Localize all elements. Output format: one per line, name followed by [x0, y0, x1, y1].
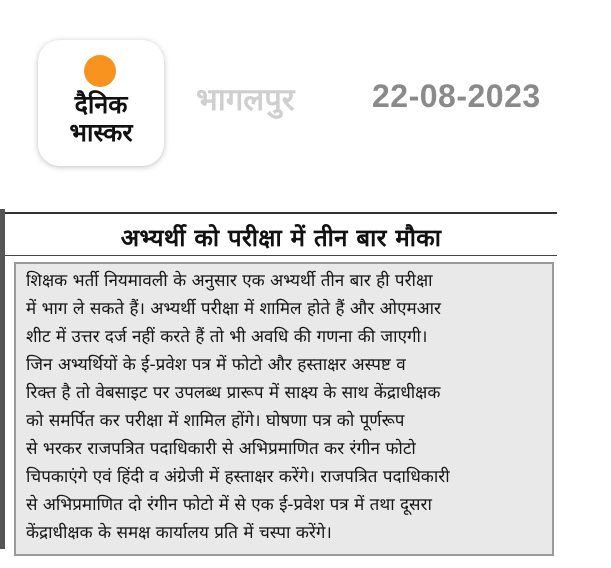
- sun-icon: [84, 55, 116, 87]
- article-line: जिन अभ्यर्थियों के ई-प्रवेश पत्र में फोटो और हस्ताक्षर अस्पष्ट व: [26, 355, 406, 375]
- article-line: में भाग ले सकते हैं। अभ्यर्थी परीक्षा में शामिल होते हैं और ओएमआर: [26, 299, 441, 319]
- article-line: को समर्पित कर परीक्षा में शामिल होंगे। घोषणा पत्र को पूर्णरूप: [26, 411, 405, 431]
- article-line: से भरकर राजपत्रित पदाधिकारी से अभिप्रमाणित कर रंगीन फोटो: [26, 439, 416, 459]
- left-border-rule: [0, 209, 5, 549]
- logo-line-2: भास्कर: [69, 118, 133, 147]
- article-body-box: [14, 262, 554, 556]
- article-line: केंद्राधीक्षक के समक्ष कार्यालय प्रति में चस्पा करेंगे।: [26, 523, 332, 543]
- edition-date: 22-08-2023: [372, 78, 541, 114]
- article-line: रिक्त है तो वेबसाइट पर उपलब्ध प्रारूप में साक्ष्य के साथ केंद्राधीक्षक: [26, 383, 441, 403]
- article-line: से अभिप्रमाणित दो रंगीन फोटो में से एक ई-प्रवेश पत्र में तथा दूसरा: [26, 495, 432, 515]
- edition-city: भागलपुर: [196, 82, 295, 118]
- headline-divider: [5, 255, 557, 256]
- article-line: शीट में उत्तर दर्ज नहीं करते हैं तो भी अवधि की गणना की जाएगी।: [26, 327, 428, 347]
- article-line: शिक्षक भर्ती नियमावली के अनुसार एक अभ्यर्थी तीन बार ही परीक्षा: [26, 271, 433, 291]
- dainik-bhaskar-logo: [38, 40, 164, 166]
- article-line: चिपकाएंगे एवं हिंदी व अंग्रेजी में हस्ताक्षर करेंगे। राजपत्रित पदाधिकारी: [26, 467, 450, 487]
- article-headline: अभ्यर्थी को परीक्षा में तीन बार मौका: [120, 224, 442, 252]
- top-rule: [5, 212, 557, 214]
- logo-line-1: दैनिक: [74, 90, 128, 119]
